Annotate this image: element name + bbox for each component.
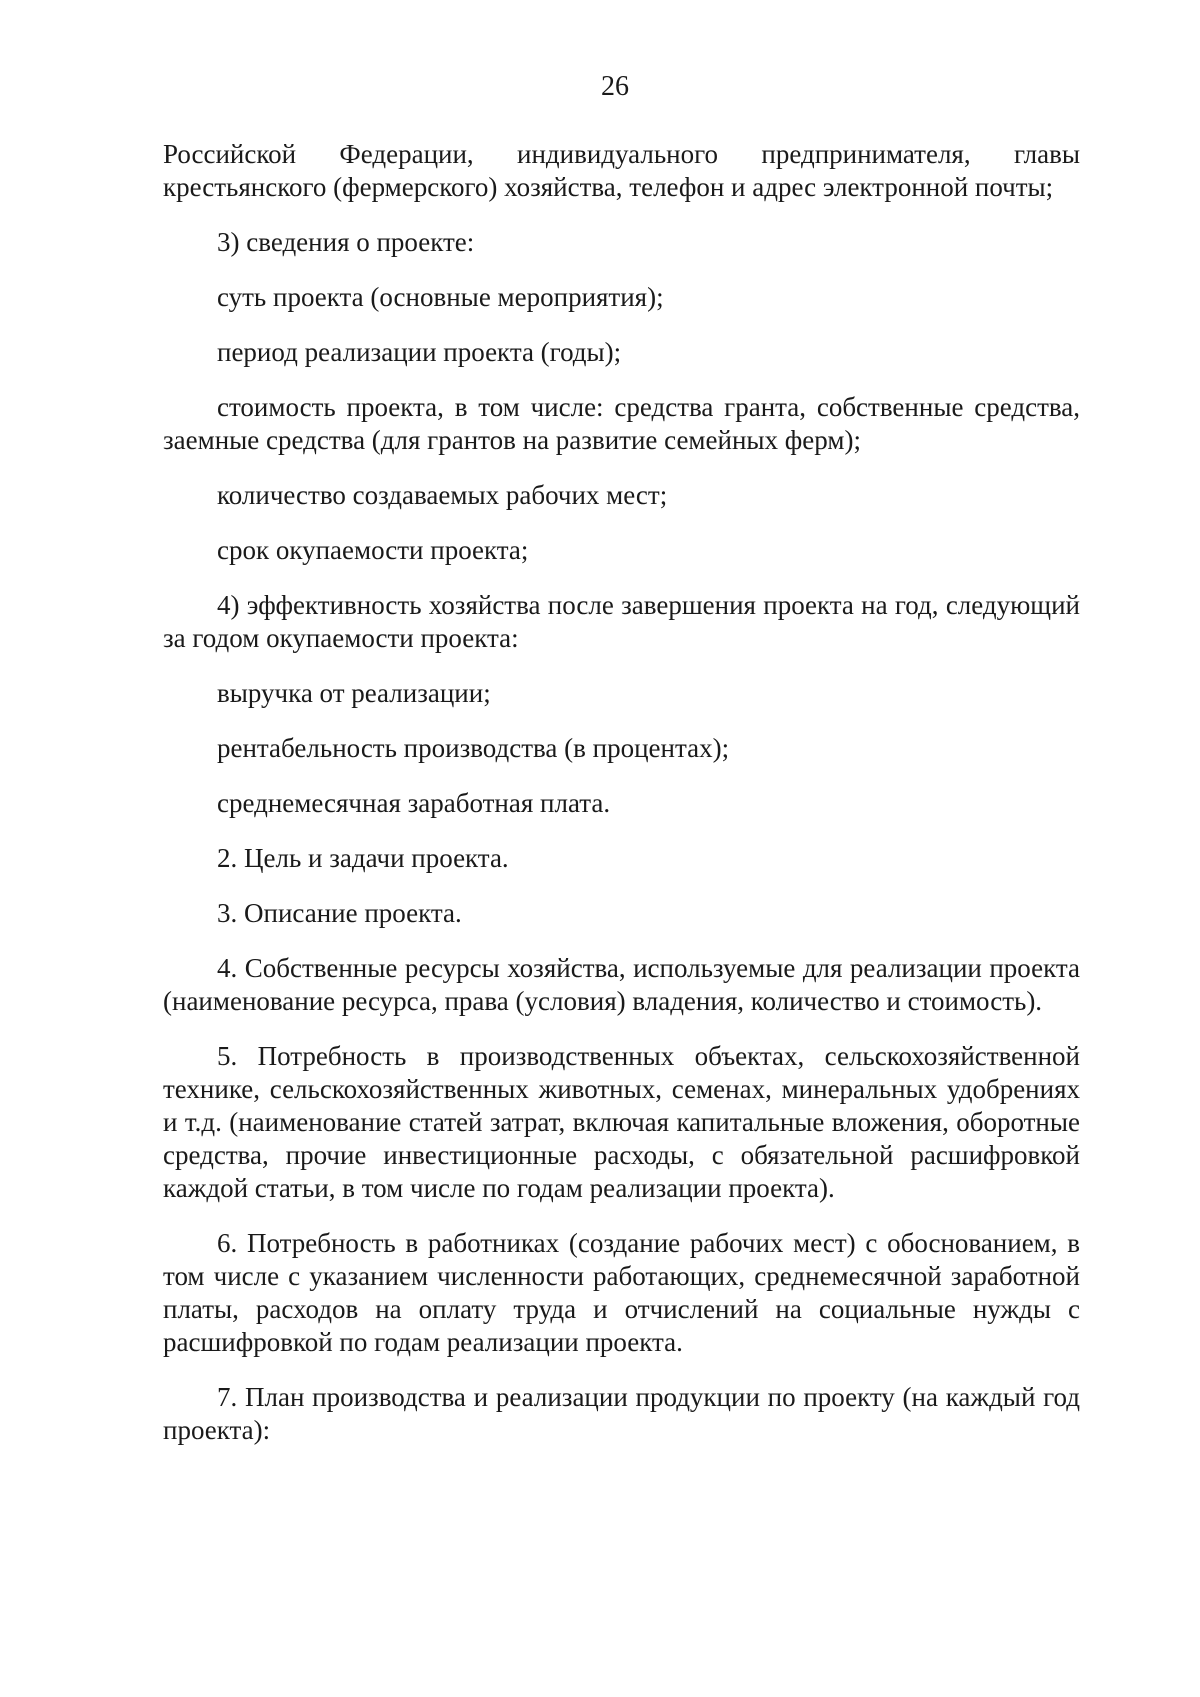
paragraph-own-resources: 4. Собственные ресурсы хозяйства, используемые для реализации проекта (наименование ресурса, права (условия) владения, количество и стоимость). bbox=[163, 953, 1080, 1016]
page-number: 26 bbox=[601, 71, 629, 102]
paragraph-profitability: рентабельность производства (в процентах); bbox=[217, 733, 730, 763]
paragraph-project-info-heading: 3) сведения о проекте: bbox=[217, 227, 475, 257]
paragraph-payback-period: срок окупаемости проекта; bbox=[217, 535, 529, 565]
paragraph-applicant-details: Российской Федерации, индивидуального предпринимателя, главы крестьянского (фермерского) хозяйства, телефон и адрес электронной почты; bbox=[163, 139, 1080, 202]
paragraph-project-cost: стоимость проекта, в том числе: средства гранта, собственные средства, заемные средства (для грантов на развитие семейных ферм); bbox=[163, 392, 1080, 455]
paragraph-project-essence: суть проекта (основные мероприятия); bbox=[217, 282, 664, 312]
paragraph-efficiency: 4) эффективность хозяйства после завершения проекта на год, следующий за годом окупаемости проекта: bbox=[163, 590, 1080, 653]
paragraph-needs-objects: 5. Потребность в производственных объектах, сельскохозяйственной технике, сельскохозяйственных животных, семенах, минеральных удобрениях и т.д. (наименование статей затрат, включая капитальные вложения, оборотные средства, прочие инвестиционные расходы, с обязательной расшифровкой каждой статьи, в том числе по годам реализации проекта). bbox=[163, 1041, 1080, 1203]
paragraph-average-salary: среднемесячная заработная плата. bbox=[217, 788, 611, 818]
paragraph-jobs-created: количество создаваемых рабочих мест; bbox=[217, 480, 668, 510]
paragraph-production-plan: 7. План производства и реализации продукции по проекту (на каждый год проекта): bbox=[163, 1382, 1080, 1445]
paragraph-revenue: выручка от реализации; bbox=[217, 678, 491, 708]
paragraph-needs-workers: 6. Потребность в работниках (создание рабочих мест) с обоснованием, в том числе с указанием численности работающих, среднемесячной заработной платы, расходов на оплату труда и отчислений на социальные нужды с расшифровкой по годам реализации проекта. bbox=[163, 1228, 1080, 1357]
paragraph-goals: 2. Цель и задачи проекта. bbox=[217, 843, 509, 873]
document-body bbox=[163, 138, 1080, 1469]
paragraph-description: 3. Описание проекта. bbox=[217, 898, 462, 928]
paragraph-implementation-period: период реализации проекта (годы); bbox=[217, 337, 622, 367]
